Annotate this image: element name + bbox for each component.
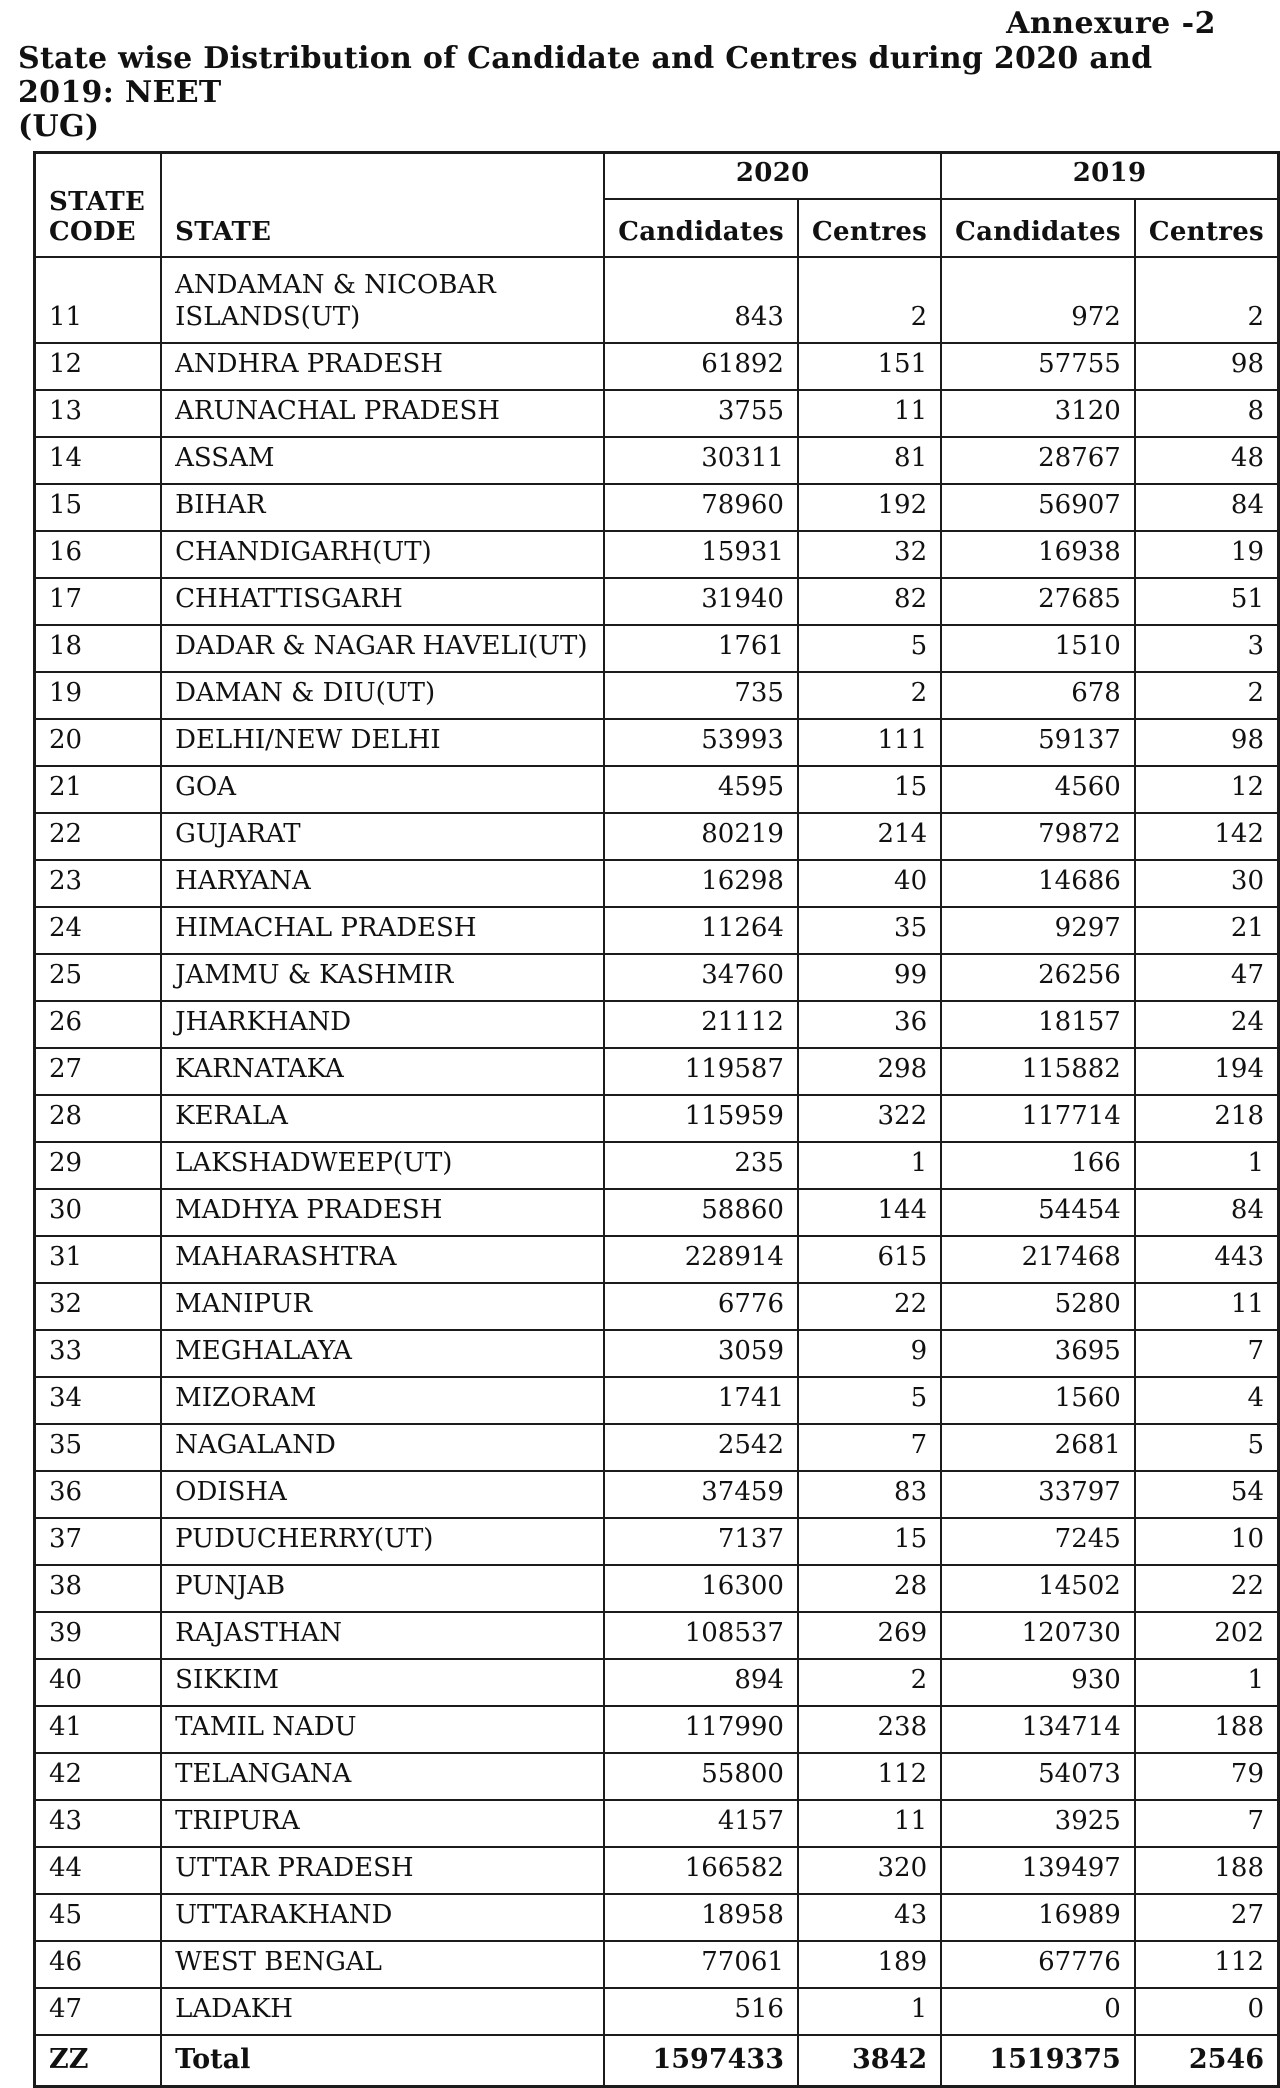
state-code-cell: 44 <box>35 1847 162 1894</box>
candidates-2020-cell: 16298 <box>604 860 798 907</box>
centres-2019-cell: 0 <box>1135 1988 1279 2035</box>
state-name-cell: TAMIL NADU <box>161 1706 604 1753</box>
state-name-cell: ANDHRA PRADESH <box>161 343 604 390</box>
state-code-cell: 25 <box>35 954 162 1001</box>
table-row <box>35 860 1279 907</box>
centres-2020-cell: 2 <box>798 1659 941 1706</box>
state-code-cell: 26 <box>35 1001 162 1048</box>
candidates-2019-cell: 14502 <box>941 1565 1135 1612</box>
candidates-2019-cell: 139497 <box>941 1847 1135 1894</box>
state-code-cell: ZZ <box>35 2035 162 2087</box>
header-state: STATE <box>161 153 604 257</box>
state-name-cell: LADAKH <box>161 1988 604 2035</box>
candidates-2019-cell: 27685 <box>941 578 1135 625</box>
candidates-2019-cell: 0 <box>941 1988 1135 2035</box>
centres-2019-cell: 2 <box>1135 672 1279 719</box>
state-code-cell: 17 <box>35 578 162 625</box>
state-name-cell: NAGALAND <box>161 1424 604 1471</box>
candidates-2019-cell: 166 <box>941 1142 1135 1189</box>
state-name-cell: MADHYA PRADESH <box>161 1189 604 1236</box>
candidates-2019-cell: 5280 <box>941 1283 1135 1330</box>
table-row <box>35 954 1279 1001</box>
candidates-2019-cell: 2681 <box>941 1424 1135 1471</box>
candidates-2020-cell: 15931 <box>604 531 798 578</box>
centres-2020-cell: 15 <box>798 766 941 813</box>
centres-2019-cell: 188 <box>1135 1706 1279 1753</box>
candidates-2019-cell: 26256 <box>941 954 1135 1001</box>
candidates-2020-cell: 3059 <box>604 1330 798 1377</box>
table-row <box>35 1847 1279 1894</box>
state-code-cell: 12 <box>35 343 162 390</box>
state-name-cell: TELANGANA <box>161 1753 604 1800</box>
candidates-2020-cell: 37459 <box>604 1471 798 1518</box>
state-code-cell: 15 <box>35 484 162 531</box>
candidates-2019-cell: 7245 <box>941 1518 1135 1565</box>
candidates-2020-cell: 16300 <box>604 1565 798 1612</box>
state-name-cell: DAMAN & DIU(UT) <box>161 672 604 719</box>
state-name-cell: TRIPURA <box>161 1800 604 1847</box>
state-code-cell: 34 <box>35 1377 162 1424</box>
state-code-cell: 36 <box>35 1471 162 1518</box>
state-code-cell: 38 <box>35 1565 162 1612</box>
state-code-cell: 39 <box>35 1612 162 1659</box>
table-row <box>35 1753 1279 1800</box>
candidates-2020-cell: 1761 <box>604 625 798 672</box>
centres-2020-cell: 5 <box>798 625 941 672</box>
candidates-2020-cell: 108537 <box>604 1612 798 1659</box>
centres-2020-cell: 238 <box>798 1706 941 1753</box>
table-row <box>35 437 1279 484</box>
annexure-label: Annexure -2 <box>1006 6 1216 41</box>
table-row <box>35 390 1279 437</box>
candidates-2019-cell: 120730 <box>941 1612 1135 1659</box>
state-code-cell: 23 <box>35 860 162 907</box>
page-title <box>0 42 1280 144</box>
candidates-2020-cell: 1741 <box>604 1377 798 1424</box>
centres-2020-cell: 298 <box>798 1048 941 1095</box>
centres-2019-cell: 51 <box>1135 578 1279 625</box>
candidates-2020-cell: 115959 <box>604 1095 798 1142</box>
candidates-2019-cell: 9297 <box>941 907 1135 954</box>
state-code-cell: 31 <box>35 1236 162 1283</box>
state-name-cell: MAHARASHTRA <box>161 1236 604 1283</box>
candidates-2019-cell: 14686 <box>941 860 1135 907</box>
state-name-cell: MANIPUR <box>161 1283 604 1330</box>
candidates-2020-cell: 228914 <box>604 1236 798 1283</box>
state-code-cell: 42 <box>35 1753 162 1800</box>
header-row-years <box>35 153 1279 199</box>
candidates-2020-cell: 843 <box>604 257 798 343</box>
state-name-cell: HARYANA <box>161 860 604 907</box>
candidates-2019-cell: 33797 <box>941 1471 1135 1518</box>
candidates-2019-cell: 59137 <box>941 719 1135 766</box>
centres-2019-cell: 112 <box>1135 1941 1279 1988</box>
centres-2019-cell: 48 <box>1135 437 1279 484</box>
candidates-2019-cell: 3120 <box>941 390 1135 437</box>
state-name-cell: BIHAR <box>161 484 604 531</box>
state-code-cell: 18 <box>35 625 162 672</box>
candidates-2019-cell: 56907 <box>941 484 1135 531</box>
state-name-cell: CHHATTISGARH <box>161 578 604 625</box>
centres-2019-cell: 12 <box>1135 766 1279 813</box>
state-code-cell: 21 <box>35 766 162 813</box>
centres-2020-cell: 615 <box>798 1236 941 1283</box>
table-row <box>35 1565 1279 1612</box>
table-total-row <box>35 2035 1279 2087</box>
table-row <box>35 343 1279 390</box>
centres-2020-cell: 214 <box>798 813 941 860</box>
candidates-2020-cell: 77061 <box>604 1941 798 1988</box>
centres-2020-cell: 22 <box>798 1283 941 1330</box>
centres-2020-cell: 189 <box>798 1941 941 1988</box>
centres-2019-cell: 443 <box>1135 1236 1279 1283</box>
table-row <box>35 672 1279 719</box>
state-code-cell: 11 <box>35 257 162 343</box>
state-name-cell: ODISHA <box>161 1471 604 1518</box>
candidates-2019-cell: 54454 <box>941 1189 1135 1236</box>
centres-2019-cell: 7 <box>1135 1800 1279 1847</box>
centres-2020-cell: 40 <box>798 860 941 907</box>
centres-2020-cell: 144 <box>798 1189 941 1236</box>
candidates-2020-cell: 21112 <box>604 1001 798 1048</box>
state-code-cell: 46 <box>35 1941 162 1988</box>
page-title-line1: State wise Distribution of Candidate and Centres during 2020 and 2019: NEET <box>18 41 1153 110</box>
centres-2019-cell: 24 <box>1135 1001 1279 1048</box>
centres-2020-cell: 151 <box>798 343 941 390</box>
table-row <box>35 1189 1279 1236</box>
centres-2020-cell: 28 <box>798 1565 941 1612</box>
centres-2019-cell: 7 <box>1135 1330 1279 1377</box>
table-row <box>35 531 1279 578</box>
table-row <box>35 1377 1279 1424</box>
centres-2019-cell: 19 <box>1135 531 1279 578</box>
state-name-cell: MIZORAM <box>161 1377 604 1424</box>
state-code-cell: 13 <box>35 390 162 437</box>
table-row <box>35 1518 1279 1565</box>
state-name-cell: SIKKIM <box>161 1659 604 1706</box>
candidates-2020-cell: 7137 <box>604 1518 798 1565</box>
table-row <box>35 1095 1279 1142</box>
candidates-2019-cell: 117714 <box>941 1095 1135 1142</box>
centres-2019-cell: 84 <box>1135 1189 1279 1236</box>
centres-2020-cell: 2 <box>798 257 941 343</box>
candidates-2019-cell: 1519375 <box>941 2035 1135 2087</box>
header-year-2020: 2020 <box>604 153 941 199</box>
table-row <box>35 907 1279 954</box>
candidates-2020-cell: 166582 <box>604 1847 798 1894</box>
centres-2020-cell: 320 <box>798 1847 941 1894</box>
table-row <box>35 1048 1279 1095</box>
state-name-cell: PUDUCHERRY(UT) <box>161 1518 604 1565</box>
centres-2020-cell: 322 <box>798 1095 941 1142</box>
state-code-cell: 40 <box>35 1659 162 1706</box>
candidates-2019-cell: 972 <box>941 257 1135 343</box>
centres-2020-cell: 81 <box>798 437 941 484</box>
centres-2019-cell: 98 <box>1135 719 1279 766</box>
state-code-cell: 27 <box>35 1048 162 1095</box>
candidates-2020-cell: 34760 <box>604 954 798 1001</box>
centres-2019-cell: 10 <box>1135 1518 1279 1565</box>
centres-2019-cell: 1 <box>1135 1659 1279 1706</box>
state-name-cell: JAMMU & KASHMIR <box>161 954 604 1001</box>
state-name-cell: GUJARAT <box>161 813 604 860</box>
header-year-2019: 2019 <box>941 153 1278 199</box>
header-centres-2019: Centres <box>1135 199 1279 257</box>
candidates-2019-cell: 28767 <box>941 437 1135 484</box>
state-name-cell: MEGHALAYA <box>161 1330 604 1377</box>
state-name-cell: RAJASTHAN <box>161 1612 604 1659</box>
state-code-cell: 29 <box>35 1142 162 1189</box>
table-row <box>35 484 1279 531</box>
table-row <box>35 1236 1279 1283</box>
centres-2020-cell: 11 <box>798 1800 941 1847</box>
candidates-2020-cell: 117990 <box>604 1706 798 1753</box>
candidates-2019-cell: 18157 <box>941 1001 1135 1048</box>
candidates-2020-cell: 18958 <box>604 1894 798 1941</box>
candidates-2020-cell: 80219 <box>604 813 798 860</box>
header-state-code: STATE CODE <box>35 153 162 257</box>
candidates-2020-cell: 516 <box>604 1988 798 2035</box>
candidates-2020-cell: 235 <box>604 1142 798 1189</box>
centres-2019-cell: 8 <box>1135 390 1279 437</box>
table-row <box>35 1612 1279 1659</box>
centres-2020-cell: 1 <box>798 1142 941 1189</box>
state-code-cell: 45 <box>35 1894 162 1941</box>
centres-2019-cell: 22 <box>1135 1565 1279 1612</box>
state-name-cell: LAKSHADWEEP(UT) <box>161 1142 604 1189</box>
centres-2019-cell: 4 <box>1135 1377 1279 1424</box>
candidates-2020-cell: 1597433 <box>604 2035 798 2087</box>
state-name-cell: UTTAR PRADESH <box>161 1847 604 1894</box>
centres-2020-cell: 5 <box>798 1377 941 1424</box>
centres-2020-cell: 2 <box>798 672 941 719</box>
state-code-cell: 47 <box>35 1988 162 2035</box>
distribution-table <box>33 151 1280 2088</box>
state-code-cell: 14 <box>35 437 162 484</box>
candidates-2019-cell: 16938 <box>941 531 1135 578</box>
state-code-cell: 22 <box>35 813 162 860</box>
table-row <box>35 1001 1279 1048</box>
centres-2019-cell: 3 <box>1135 625 1279 672</box>
candidates-2020-cell: 4595 <box>604 766 798 813</box>
state-code-cell: 28 <box>35 1095 162 1142</box>
centres-2019-cell: 47 <box>1135 954 1279 1001</box>
state-code-cell: 41 <box>35 1706 162 1753</box>
table-row <box>35 1471 1279 1518</box>
candidates-2020-cell: 119587 <box>604 1048 798 1095</box>
state-name-cell: KERALA <box>161 1095 604 1142</box>
centres-2020-cell: 99 <box>798 954 941 1001</box>
candidates-2019-cell: 134714 <box>941 1706 1135 1753</box>
table-row <box>35 766 1279 813</box>
state-code-cell: 33 <box>35 1330 162 1377</box>
candidates-2019-cell: 67776 <box>941 1941 1135 1988</box>
centres-2019-cell: 2 <box>1135 257 1279 343</box>
centres-2020-cell: 83 <box>798 1471 941 1518</box>
state-name-cell: CHANDIGARH(UT) <box>161 531 604 578</box>
state-code-cell: 16 <box>35 531 162 578</box>
candidates-2019-cell: 217468 <box>941 1236 1135 1283</box>
centres-2019-cell: 54 <box>1135 1471 1279 1518</box>
centres-2019-cell: 5 <box>1135 1424 1279 1471</box>
table-row <box>35 1988 1279 2035</box>
centres-2020-cell: 35 <box>798 907 941 954</box>
centres-2019-cell: 21 <box>1135 907 1279 954</box>
state-name-cell: DELHI/NEW DELHI <box>161 719 604 766</box>
table-row <box>35 1894 1279 1941</box>
table-row <box>35 1941 1279 1988</box>
candidates-2020-cell: 31940 <box>604 578 798 625</box>
state-code-cell: 30 <box>35 1189 162 1236</box>
state-name-cell: UTTARAKHAND <box>161 1894 604 1941</box>
candidates-2019-cell: 1510 <box>941 625 1135 672</box>
centres-2020-cell: 111 <box>798 719 941 766</box>
state-name-cell: HIMACHAL PRADESH <box>161 907 604 954</box>
centres-2020-cell: 269 <box>798 1612 941 1659</box>
state-code-cell: 19 <box>35 672 162 719</box>
centres-2020-cell: 43 <box>798 1894 941 1941</box>
candidates-2019-cell: 16989 <box>941 1894 1135 1941</box>
state-code-cell: 20 <box>35 719 162 766</box>
state-name-cell: DADAR & NAGAR HAVELI(UT) <box>161 625 604 672</box>
candidates-2019-cell: 4560 <box>941 766 1135 813</box>
centres-2020-cell: 7 <box>798 1424 941 1471</box>
state-name-cell: PUNJAB <box>161 1565 604 1612</box>
table-row <box>35 578 1279 625</box>
table-row <box>35 1283 1279 1330</box>
centres-2020-cell: 9 <box>798 1330 941 1377</box>
candidates-2020-cell: 61892 <box>604 343 798 390</box>
state-code-cell: 24 <box>35 907 162 954</box>
centres-2019-cell: 98 <box>1135 343 1279 390</box>
candidates-2019-cell: 930 <box>941 1659 1135 1706</box>
centres-2020-cell: 82 <box>798 578 941 625</box>
state-code-cell: 35 <box>35 1424 162 1471</box>
table-row <box>35 1659 1279 1706</box>
centres-2020-cell: 32 <box>798 531 941 578</box>
centres-2020-cell: 192 <box>798 484 941 531</box>
candidates-2020-cell: 11264 <box>604 907 798 954</box>
state-name-cell: Total <box>161 2035 604 2087</box>
candidates-2020-cell: 894 <box>604 1659 798 1706</box>
table-row <box>35 1706 1279 1753</box>
candidates-2019-cell: 115882 <box>941 1048 1135 1095</box>
centres-2019-cell: 218 <box>1135 1095 1279 1142</box>
table-row <box>35 1330 1279 1377</box>
centres-2019-cell: 11 <box>1135 1283 1279 1330</box>
table-row <box>35 1142 1279 1189</box>
table-row <box>35 1424 1279 1471</box>
centres-2019-cell: 30 <box>1135 860 1279 907</box>
candidates-2020-cell: 6776 <box>604 1283 798 1330</box>
centres-2019-cell: 79 <box>1135 1753 1279 1800</box>
centres-2019-cell: 1 <box>1135 1142 1279 1189</box>
centres-2020-cell: 3842 <box>798 2035 941 2087</box>
candidates-2020-cell: 735 <box>604 672 798 719</box>
candidates-2020-cell: 3755 <box>604 390 798 437</box>
state-code-cell: 37 <box>35 1518 162 1565</box>
candidates-2020-cell: 55800 <box>604 1753 798 1800</box>
candidates-2020-cell: 53993 <box>604 719 798 766</box>
candidates-2019-cell: 3695 <box>941 1330 1135 1377</box>
centres-2019-cell: 2546 <box>1135 2035 1279 2087</box>
centres-2019-cell: 142 <box>1135 813 1279 860</box>
centres-2020-cell: 11 <box>798 390 941 437</box>
centres-2020-cell: 1 <box>798 1988 941 2035</box>
candidates-2020-cell: 4157 <box>604 1800 798 1847</box>
state-name-cell: KARNATAKA <box>161 1048 604 1095</box>
table-header <box>35 153 1279 257</box>
candidates-2019-cell: 79872 <box>941 813 1135 860</box>
state-name-cell: ANDAMAN & NICOBAR ISLANDS(UT) <box>161 257 604 343</box>
state-code-cell: 43 <box>35 1800 162 1847</box>
state-code-cell: 32 <box>35 1283 162 1330</box>
candidates-2020-cell: 2542 <box>604 1424 798 1471</box>
table-row <box>35 719 1279 766</box>
table-row <box>35 813 1279 860</box>
centres-2020-cell: 36 <box>798 1001 941 1048</box>
centres-2020-cell: 112 <box>798 1753 941 1800</box>
centres-2019-cell: 27 <box>1135 1894 1279 1941</box>
table-row <box>35 625 1279 672</box>
header-candidates-2019: Candidates <box>941 199 1135 257</box>
candidates-2019-cell: 1560 <box>941 1377 1135 1424</box>
candidates-2019-cell: 678 <box>941 672 1135 719</box>
candidates-2020-cell: 78960 <box>604 484 798 531</box>
table-row <box>35 1800 1279 1847</box>
table-row <box>35 257 1279 343</box>
header-centres-2020: Centres <box>798 199 941 257</box>
candidates-2019-cell: 3925 <box>941 1800 1135 1847</box>
candidates-2019-cell: 54073 <box>941 1753 1135 1800</box>
centres-2020-cell: 15 <box>798 1518 941 1565</box>
centres-2019-cell: 202 <box>1135 1612 1279 1659</box>
candidates-2020-cell: 30311 <box>604 437 798 484</box>
centres-2019-cell: 84 <box>1135 484 1279 531</box>
candidates-2019-cell: 57755 <box>941 343 1135 390</box>
state-name-cell: GOA <box>161 766 604 813</box>
state-name-cell: ASSAM <box>161 437 604 484</box>
table-body <box>35 257 1279 2087</box>
centres-2019-cell: 188 <box>1135 1847 1279 1894</box>
state-name-cell: JHARKHAND <box>161 1001 604 1048</box>
state-name-cell: ARUNACHAL PRADESH <box>161 390 604 437</box>
centres-2019-cell: 194 <box>1135 1048 1279 1095</box>
state-name-cell: WEST BENGAL <box>161 1941 604 1988</box>
header-candidates-2020: Candidates <box>604 199 798 257</box>
candidates-2020-cell: 58860 <box>604 1189 798 1236</box>
page-title-line2: (UG) <box>18 109 100 144</box>
